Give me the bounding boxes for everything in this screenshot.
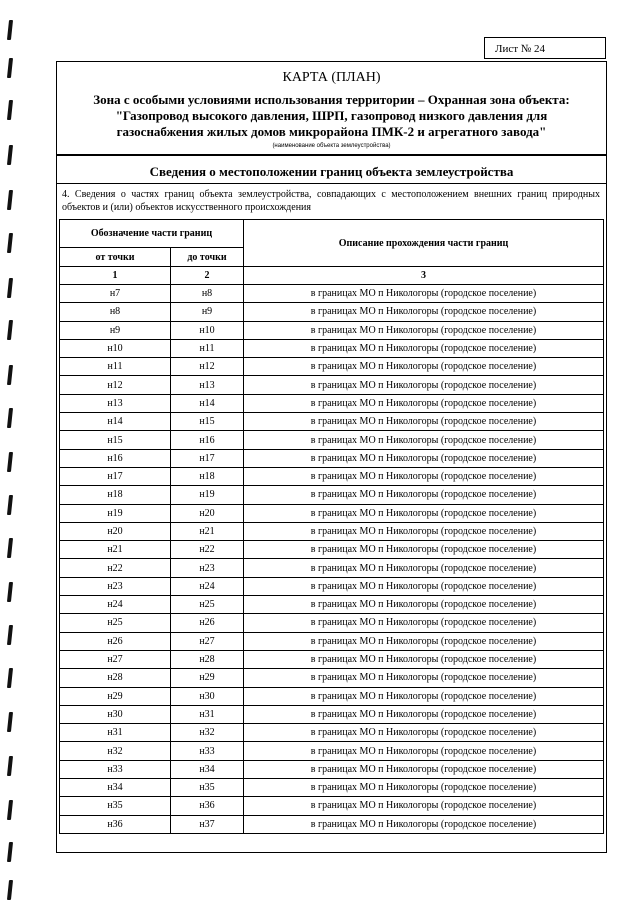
cell-from: н17 [60,467,171,485]
cell-from: н22 [60,559,171,577]
cell-desc: в границах МО п Никологоры (городское поселение) [244,285,604,303]
cell-desc: в границах МО п Никологоры (городское поселение) [244,321,604,339]
cell-desc: в границах МО п Никологоры (городское поселение) [244,815,604,833]
cell-to: н34 [171,760,244,778]
cell-from: н25 [60,614,171,632]
cell-from: н8 [60,303,171,321]
cell-from: н11 [60,358,171,376]
table-row [60,559,604,577]
zone-line-2: "Газопровод высокого давления, ШРП, газопровод низкого давления для [115,108,548,123]
cell-from: н32 [60,742,171,760]
cell-desc: в границах МО п Никологоры (городское поселение) [244,358,604,376]
col-number-3: 3 [244,267,604,285]
cell-desc: в границах МО п Никологоры (городское поселение) [244,376,604,394]
cell-desc: в границах МО п Никологоры (городское поселение) [244,669,604,687]
cell-to: н37 [171,815,244,833]
table-row [60,541,604,559]
section-divider [57,183,606,184]
cell-desc: в границах МО п Никологоры (городское поселение) [244,724,604,742]
cell-desc: в границах МО п Никологоры (городское поселение) [244,522,604,540]
cell-to: н21 [171,522,244,540]
cell-from: н10 [60,339,171,357]
cell-to: н15 [171,413,244,431]
cell-desc: в границах МО п Никологоры (городское поселение) [244,467,604,485]
cell-to: н23 [171,559,244,577]
table-row [60,724,604,742]
cell-from: н23 [60,577,171,595]
cell-to: н17 [171,449,244,467]
binder-holes [8,0,18,905]
cell-to: н25 [171,596,244,614]
sheet-number: Лист № 24 [484,37,606,59]
cell-from: н13 [60,394,171,412]
cell-to: н11 [171,339,244,357]
table-row [60,413,604,431]
document-frame [56,61,607,853]
cell-desc: в границах МО п Никологоры (городское поселение) [244,431,604,449]
cell-to: н19 [171,486,244,504]
cell-desc: в границах МО п Никологоры (городское поселение) [244,650,604,668]
cell-from: н15 [60,431,171,449]
cell-desc: в границах МО п Никологоры (городское поселение) [244,577,604,595]
cell-desc: в границах МО п Никологоры (городское поселение) [244,559,604,577]
cell-desc: в границах МО п Никологоры (городское поселение) [244,632,604,650]
cell-to: н16 [171,431,244,449]
cell-desc: в границах МО п Никологоры (городское поселение) [244,449,604,467]
object-name-caption: (наименование объекта землеустройства) [272,143,391,149]
table-row [60,596,604,614]
cell-desc: в границах МО п Никологоры (городское поселение) [244,760,604,778]
cell-to: н20 [171,504,244,522]
section-note: 4. Сведения о частях границ объекта землеустройства, совпадающих с местоположением внешних границ природных объектов и (или) объектов искусственного происхождения [62,189,600,213]
table-row [60,358,604,376]
cell-desc: в границах МО п Никологоры (городское поселение) [244,596,604,614]
cell-from: н18 [60,486,171,504]
section-title: Сведения о местоположении границ объекта землеустройства [149,164,514,179]
table-row [60,650,604,668]
table-row [60,285,604,303]
cell-desc: в границах МО п Никологоры (городское поселение) [244,486,604,504]
table-row [60,705,604,723]
cell-desc: в границах МО п Никологоры (городское поселение) [244,797,604,815]
cell-desc: в границах МО п Никологоры (городское поселение) [244,303,604,321]
cell-to: н33 [171,742,244,760]
cell-from: н26 [60,632,171,650]
table-row [60,760,604,778]
cell-to: н32 [171,724,244,742]
table-row [60,522,604,540]
zone-line-1: Зона с особыми условиями использования территории – Охранная зона объекта: [93,92,570,107]
cell-to: н14 [171,394,244,412]
cell-to: н28 [171,650,244,668]
cell-to: н13 [171,376,244,394]
cell-to: н24 [171,577,244,595]
cell-to: н27 [171,632,244,650]
cell-desc: в границах МО п Никологоры (городское поселение) [244,705,604,723]
table-row [60,632,604,650]
col-number-2: 2 [171,267,244,285]
cell-from: н30 [60,705,171,723]
table-row [60,449,604,467]
cell-to: н18 [171,467,244,485]
cell-desc: в границах МО п Никологоры (городское поселение) [244,614,604,632]
header-divider [57,154,606,156]
cell-desc: в границах МО п Никологоры (городское поселение) [244,742,604,760]
table-row [60,614,604,632]
table-row [60,486,604,504]
cell-from: н31 [60,724,171,742]
cell-from: н21 [60,541,171,559]
map-title: КАРТА (ПЛАН) [282,70,381,85]
cell-from: н29 [60,687,171,705]
cell-desc: в границах МО п Никологоры (городское поселение) [244,504,604,522]
table-row [60,339,604,357]
table-row [60,779,604,797]
table-row [60,394,604,412]
cell-to: н36 [171,797,244,815]
cell-from: н14 [60,413,171,431]
cell-desc: в границах МО п Никологоры (городское поселение) [244,413,604,431]
group-header: Обозначение части границ [60,220,244,248]
to-header: до точки [171,248,244,267]
cell-to: н26 [171,614,244,632]
cell-desc: в границах МО п Никологоры (городское поселение) [244,339,604,357]
cell-to: н12 [171,358,244,376]
col-number-1: 1 [60,267,171,285]
cell-from: н24 [60,596,171,614]
cell-from: н27 [60,650,171,668]
cell-to: н8 [171,285,244,303]
zone-description [57,92,606,140]
zone-line-3: газоснабжения жилых домов микрорайона ПМК-2 и агрегатного завода" [116,124,547,139]
cell-from: н34 [60,779,171,797]
cell-from: н9 [60,321,171,339]
table-row [60,815,604,833]
cell-from: н7 [60,285,171,303]
boundary-table [59,219,604,834]
cell-from: н12 [60,376,171,394]
table-row [60,321,604,339]
table-row [60,687,604,705]
table-row [60,797,604,815]
cell-from: н16 [60,449,171,467]
cell-from: н28 [60,669,171,687]
cell-from: н36 [60,815,171,833]
cell-to: н30 [171,687,244,705]
cell-from: н33 [60,760,171,778]
cell-from: н20 [60,522,171,540]
table-row [60,742,604,760]
table-row [60,376,604,394]
table-row [60,431,604,449]
cell-desc: в границах МО п Никологоры (городское поселение) [244,541,604,559]
cell-from: н35 [60,797,171,815]
cell-to: н35 [171,779,244,797]
table-row [60,577,604,595]
from-header: от точки [60,248,171,267]
cell-to: н10 [171,321,244,339]
table-row [60,669,604,687]
cell-to: н31 [171,705,244,723]
cell-desc: в границах МО п Никологоры (городское поселение) [244,687,604,705]
table-row [60,504,604,522]
cell-from: н19 [60,504,171,522]
table-row [60,467,604,485]
cell-desc: в границах МО п Никологоры (городское поселение) [244,394,604,412]
cell-to: н22 [171,541,244,559]
cell-desc: в границах МО п Никологоры (городское поселение) [244,779,604,797]
cell-to: н9 [171,303,244,321]
table-row [60,303,604,321]
cell-to: н29 [171,669,244,687]
desc-header: Описание прохождения части границ [244,220,604,267]
